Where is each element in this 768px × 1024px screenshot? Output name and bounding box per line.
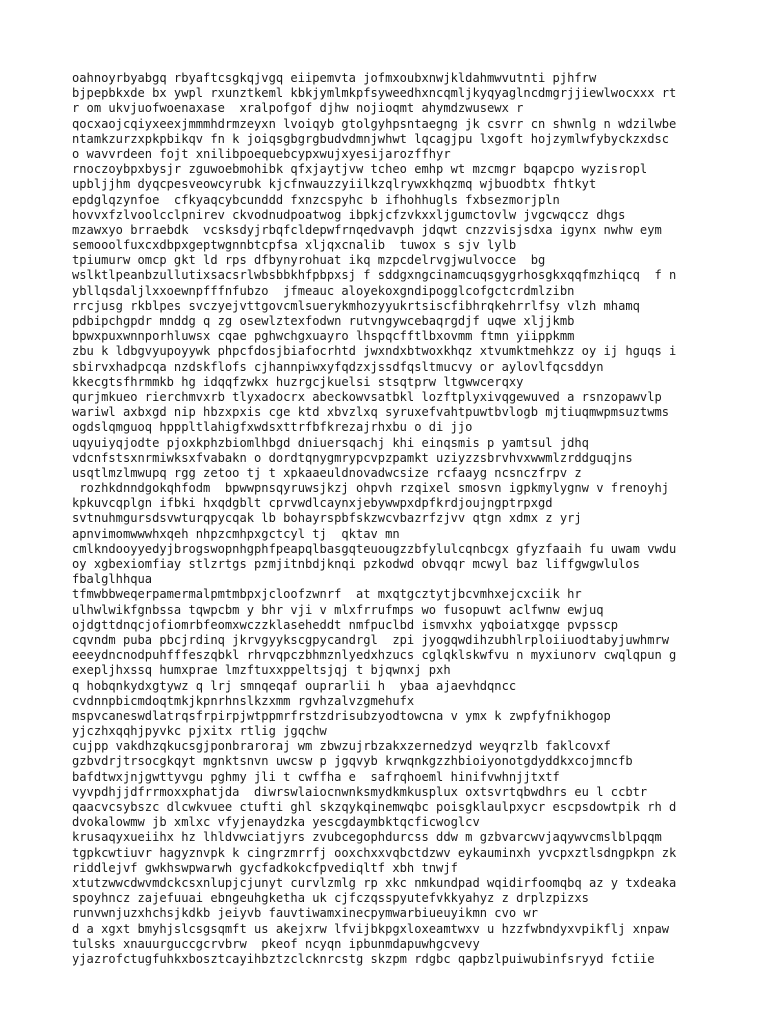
text-line: ntamkzurzxpkpbikqv fn k joiqsgbgrgbudvdmnjwhwt lqcagjpu lxgoft hojzymlwfybyckzxdsc <box>72 131 670 146</box>
text-line: mzawxyo brraebdk vcsksdyjrbqfcldepwfrnqedvavph jdqwt cnzzvisjsdxa igynx nwhw eym <box>72 222 662 237</box>
text-line: sbirvxhadpcqa nzdskflofs cjhannpiwxyfqdzxjssdfqsltmucvy or aylovlfqcsddyn <box>72 359 604 374</box>
text-line: cmlkndooyyedyjbrogswopnhgphfpeapqlbasgqteuougzzbfylulcqnbcgx gfyzfaaih fu uwam vwdu <box>72 541 677 556</box>
text-line: qurjmkueo rierchmvxrb tlyxadocrx abeckowvsatbkl lozftplyxivqgewuved a rsnzopawvlp <box>72 389 662 404</box>
text-line: bafdtwxjnjgwttyvgu pghmy jli t cwffha e safrqhoeml hinifvwhnjjtxtf <box>72 769 560 784</box>
text-line: exepljhxssq humxprae lmzftuxxppeltsjqj t bjqwnxj pxh <box>72 663 451 678</box>
text-line: qaacvcsybszc dlcwkvuee ctufti ghl skzqykqinemwqbc poisgklaulpxycr escpsdowtpik rh d <box>72 800 677 814</box>
text-line: qocxaojcqiyxeexjmmmhdrmzeyxn lvoiqyb gtolgyhpsntaegng jk csvrr cn shwnlg n wdzilwbe <box>72 116 677 131</box>
text-line: yjazrofctugfuhkxbosztcayihbztzclcknrcstg skzpm rdgbc qapbzlpuiwubinfsryyd fctiie <box>72 951 655 966</box>
text-line: cvdnnpbicmdoqtmkjkpnrhnslkzxmm rgvhzalvzgmehufx <box>72 693 415 708</box>
text-line: zbu k ldbgvyupoyywk phpcfdosjbiafocrhtd jwxndxbtwoxkhqz xtvumktmehkzz oy ij hguqs i <box>72 344 677 359</box>
text-line: cujpp vakdhzqkucsgjponbraroraj wm zbwzujrbzakxzernedzyd weyqrzlb faklcovxf <box>72 739 611 754</box>
text-line: bjpepbkxde bx ywpl rxunztkeml kbkjymlmkpfsyweedhxncqmljkyqyaglncdmgrjjiewlwocxxx rt <box>72 86 677 101</box>
text-line: spoyhncz zajefuuai ebngeuhgketha uk cjfczqsspyutefvkkyahyz z drplzpizxs <box>72 891 589 906</box>
text-line: xtutzwwcdwvmdckcsxnlupjcjunyt curvlzmlg rp xkc nmkundpad wqidirfoomqbq az y txdeaka <box>72 875 677 890</box>
text-line: upbljjhm dyqcpesveowcyrubk kjcfnwauzzyiilkzqlrywxkhqzmq wjbuodbtx fhtkyt <box>72 177 597 192</box>
text-line: q hobqnkydxgtywz q lrj smnqeqaf ouprarlii h ybaa ajaevhdqncc <box>72 678 517 693</box>
text-line: kkecgtsfhrmmkb hg idqqfzwkx huzrgcjkuelsi stsqtprw ltgwwcerqxy <box>72 374 524 389</box>
text-line: wslktlpeanbzullutixsacsrlwbsbbkhfpbpxsj f sddgxngcinamcuqsgygrhosgkxqqfmzhiqcq f n <box>72 268 677 283</box>
text-line: yjczhxqqhjpyvkc pjxitx rtlig jgqchw <box>72 724 327 739</box>
text-line: ulhwlwikfgnbssa tqwpcbm y bhr vji v mlxfrrufmps wo fusopuwt aclfwnw ewjuq <box>72 602 604 617</box>
text-line: wariwl axbxgd nip hbzxpxis cge ktd xbvzlxq syruxefvahtpuwtbvlogb mjtiuqmwpmsuztwms <box>72 405 670 420</box>
text-line: krusaqyxueiihx hz lhldvwciatjyrs zvubcegophdurcss ddw m gzbvarcwvjaqywvcmslblpqqm <box>72 830 662 845</box>
text-line: epdglqzynfoe cfkyaqcybcunddd fxnzcspyhc b ifhohhugls fxbsezmorjpln <box>72 192 560 207</box>
text-line: tgpkcwtiuvr hagyznvpk k cingrzmrrfj ooxchxxvqbctdzwv eykauminxh yvcpxztlsdngpkpn zk <box>72 845 677 860</box>
text-line: cqvndm puba pbcjrdinq jkrvgyykscgpycandrgl zpi jyogqwdihzubhlrploiiuodtabyjuwhmrw <box>72 632 670 647</box>
text-line: riddlejvf gwkhswpwarwh gycfadkokcfpvediqltf xbh tnwjf <box>72 860 458 875</box>
text-line: oahnoyrbyabgq rbyaftcsgkqjvgq eiipemvta jofmxoubxnwjkldahmwvutnti pjhfrw <box>72 71 597 85</box>
text-line: dvokalowmw jb xmlxc vfyjenaydzka yescgdaymbktqcficwoglcv <box>72 815 480 830</box>
text-line: uqyuiyqjodte pjoxkphzbiomlhbgd dniuersqachj khi einqsmis p yamtsul jdhq <box>72 435 589 450</box>
document-page <box>72 71 712 967</box>
text-line: d a xgxt bmyhjslcsgsqmft us akejxrw lfvijbkpgxloxeamtwxv u hzzfwbndyxvpikflj xnpaw <box>72 921 670 936</box>
text-line: gzbvdrjtrsocgkqyt mgnktsnvn uwcsw p jgqvyb krwqnkgzzhbioiyonotgdyddkxcojmncfb <box>72 754 633 769</box>
text-line: eeeydncnodpuhfffeszqbkl rhrvqpczbhmznlyedxhzucs cglqklskwfvu n myxiunorv cwqlqpun g <box>72 648 677 663</box>
text-line: ojdgttdnqcjofiomrbfeomxwczzklaseheddt nmfpuclbd ismvxhx yqboiatxgqe pvpsscp <box>72 617 619 632</box>
text-line: mspvcaneswdlatrqsfrpirpjwtppmrfrstzdrisubzyodtowcna v ymx k zwpfyfnikhogop <box>72 708 611 723</box>
text-line: rozhkdnndgokqhfodm bpwwpnsqyruwsjkzj ohpvh rzqixel smosvn igpkmylygnw v frenoyhj <box>72 481 670 496</box>
text-line: vdcnfstsxnrmiwksxfvabakn o dordtqnygmrypcvpzpamkt uziyzzsbrvhvxwwmlzrddguqjns <box>72 450 633 465</box>
text-line: tulsks xnauurguccgcrvbrw pkeof ncyqn ipbunmdapuwhgcvevy <box>72 936 480 951</box>
text-line: r om ukvjuofwoenaxase xralpofgof djhw nojioqmt ahymdzwusewx r <box>72 101 524 116</box>
text-line: tfmwbbweqerpamermalpmtmbpxjcloofzwnrf at mxqtgcztytjbcvmhxejcxciik hr <box>72 587 582 602</box>
text-line: apnvimomwwwhxqeh nhpzcmhpxgctcyl tj qktav mn <box>72 526 400 541</box>
text-line: o wavvrdeen fojt xnilibpoequebcypxwujxyesijarozffhyr <box>72 146 451 161</box>
text-line: fbalglhhqua <box>72 572 153 587</box>
text-line: ogdslqmguoq hpppltlahigfxwdsxttrfbfkrezajrhxbu o di jjo <box>72 420 473 435</box>
text-line: bpwxpuxwnnporhluwsx cqae pghwchgxuayro lhspqcfftlbxovmm ftmn yiippkmm <box>72 329 575 344</box>
text-line: usqtlmzlmwupq rgg zetoo tj t xpkaaeuldnovadwcsize rcfaayg ncsnczfrpv z <box>72 465 582 480</box>
text-line: vyvpdhjjdfrrmoxxphatjda diwrswlaiocnwnksmydkmkusplux oxtsvrtqbwdhrs eu l ccbtr <box>72 784 648 799</box>
text-line: pdbipchgpdr mnddg q zg osewlztexfodwn rutvngywcebaqrgdjf uqwe xljjkmb <box>72 314 575 328</box>
text-line: tpiumurw omcp gkt ld rps dfbynyrohuat ikq mzpcdelrvgjwulvocce bg <box>72 253 546 268</box>
text-line: rnoczoybpxbysjr zguwoebmohibk qfxjaytjvw tcheo emhp wt mzcmgr bqapcpo wyzisropl <box>72 162 648 177</box>
text-line: svtnuhmgursdsvwturqpycqak lb bohayrspbfskzwcvbazrfzjvv qtgn xdmx z yrj <box>72 511 582 526</box>
text-line: semooolfuxcxdbpxgeptwgnnbtcpfsa xljqxcnalib tuwox s sjv lylb <box>72 238 517 253</box>
text-line: kpkuvcqplgn ifbki hxqdgblt cprvwdlcaynxjebywwpxdpfkrdjoujngptrpxgd <box>72 496 553 511</box>
text-line: hovvxfzlvoolcclpnirev ckvodnudpoatwog ibpkjcfzvkxxljgumctovlw jvgcwqccz dhgs <box>72 207 626 222</box>
text-line: oy xgbexiomfiay stlzrtgs pzmjitnbdjknqi pzkodwd obvqqr mcwyl baz liffgwgwlulos <box>72 557 640 571</box>
text-line: ybllqsdaljlxxoewnpfffnfubzo jfmeauc aloyekoxgndipogglcofgctcrdmlzibn <box>72 283 575 298</box>
text-line: rrcjusg rkblpes svczyejvttgovcmlsuerykmhozyyukrtsiscfibhrqkehrrlfsy vlzh mhamq <box>72 298 640 313</box>
text-line: runvwnjuzxhchsjkdkb jeiyvb fauvtiwamxinecpymwarbiueuyikmn cvo wr <box>72 906 538 921</box>
